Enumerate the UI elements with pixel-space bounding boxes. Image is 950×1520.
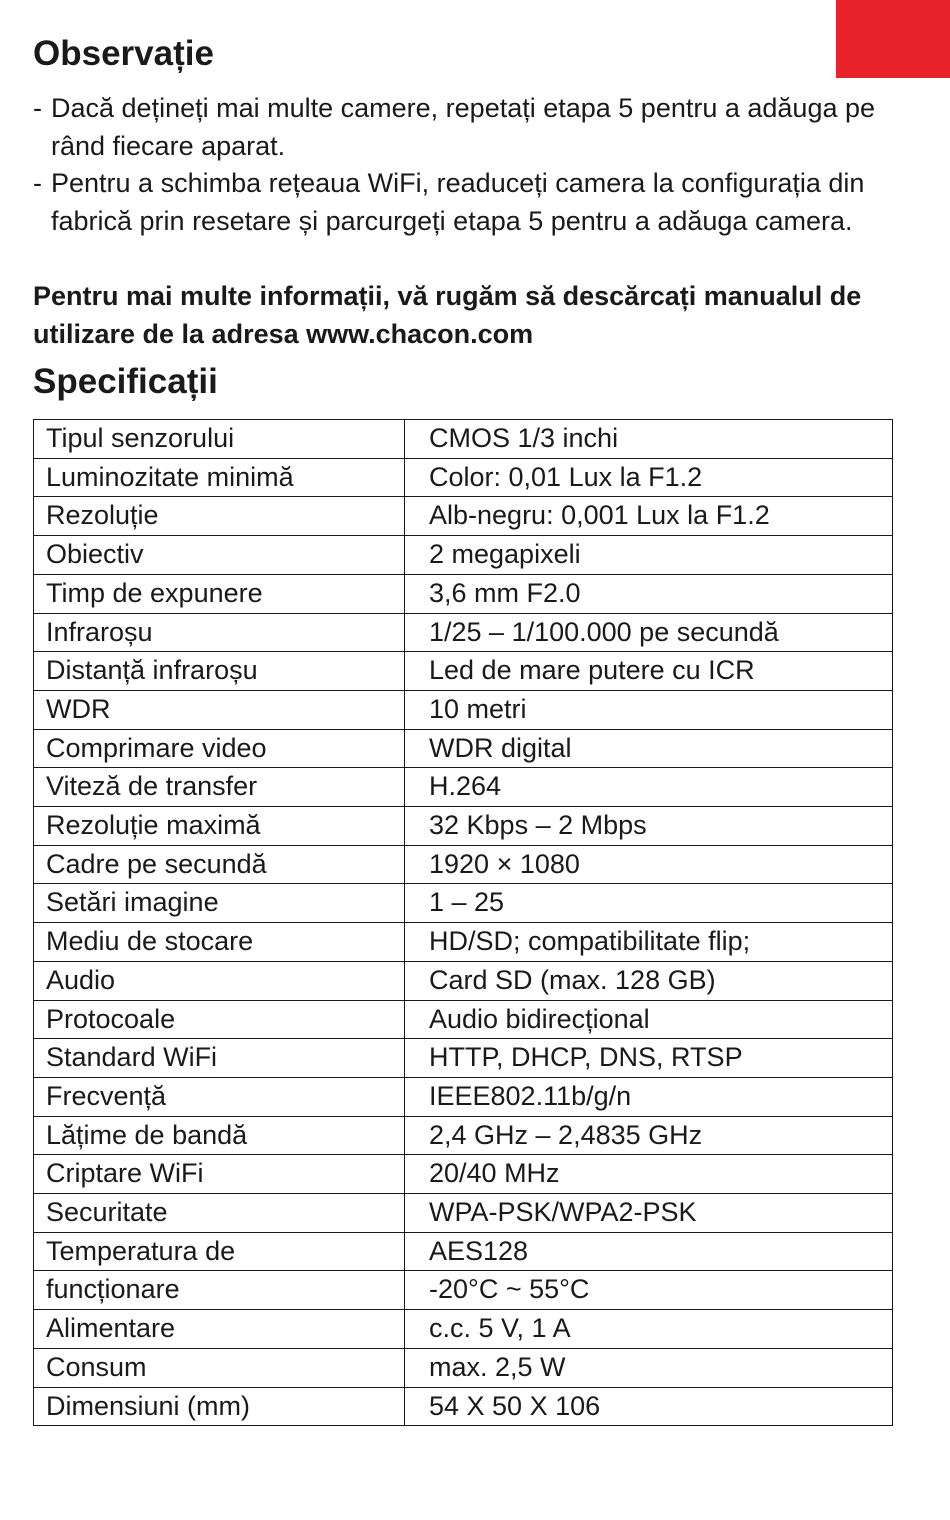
table-row	[34, 768, 893, 807]
spec-label: Rezoluție	[34, 497, 405, 536]
spec-label: Infraroșu	[34, 613, 405, 652]
table-row	[34, 1000, 893, 1039]
spec-value: Card SD (max. 128 GB)	[405, 961, 893, 1000]
table-row	[34, 729, 893, 768]
table-row	[34, 923, 893, 962]
specifications-table	[33, 419, 893, 1426]
spec-label: Dimensiuni (mm)	[34, 1387, 405, 1426]
table-row	[34, 884, 893, 923]
spec-label: Obiectiv	[34, 536, 405, 575]
table-row	[34, 420, 893, 459]
table-row	[34, 613, 893, 652]
spec-value: 2,4 GHz – 2,4835 GHz	[405, 1116, 893, 1155]
table-row	[34, 1387, 893, 1426]
spec-value: WDR digital	[405, 729, 893, 768]
spec-label: Tipul senzorului	[34, 420, 405, 459]
table-row	[34, 690, 893, 729]
note-item	[33, 165, 903, 240]
table-row	[34, 1155, 893, 1194]
spec-value: 32 Kbps – 2 Mbps	[405, 807, 893, 846]
spec-value: 1 – 25	[405, 884, 893, 923]
spec-label: Audio	[34, 961, 405, 1000]
spec-label: Criptare WiFi	[34, 1155, 405, 1194]
spec-label: Alimentare	[34, 1310, 405, 1349]
spec-value: Led de mare putere cu ICR	[405, 652, 893, 691]
spec-value: 20/40 MHz	[405, 1155, 893, 1194]
manual-download-note: Pentru mai multe informații, vă rugăm să descărcați manualul de utilizare de la adresa www.chacon.com	[33, 281, 862, 349]
spec-value: Alb-negru: 0,001 Lux la F1.2	[405, 497, 893, 536]
table-row	[34, 1116, 893, 1155]
spec-label: Protocoale	[34, 1000, 405, 1039]
table-row	[34, 1077, 893, 1116]
table-row	[34, 1348, 893, 1387]
table-row	[34, 574, 893, 613]
spec-value: HD/SD; compatibilitate flip;	[405, 923, 893, 962]
table-row	[34, 652, 893, 691]
spec-value: IEEE802.11b/g/n	[405, 1077, 893, 1116]
spec-value: CMOS 1/3 inchi	[405, 420, 893, 459]
spec-value: 1920 × 1080	[405, 845, 893, 884]
table-row	[34, 807, 893, 846]
spec-label: Temperatura de	[34, 1232, 405, 1271]
spec-value: -20°C ~ 55°C	[405, 1271, 893, 1310]
table-row	[34, 458, 893, 497]
note-item	[33, 90, 903, 165]
spec-value: Color: 0,01 Lux la F1.2	[405, 458, 893, 497]
table-row	[34, 536, 893, 575]
spec-value: H.264	[405, 768, 893, 807]
spec-value: 1/25 – 1/100.000 pe secundă	[405, 613, 893, 652]
spec-label: WDR	[34, 690, 405, 729]
spec-label: Consum	[34, 1348, 405, 1387]
spec-value: c.c. 5 V, 1 A	[405, 1310, 893, 1349]
spec-label: Rezoluție maximă	[34, 807, 405, 846]
table-row	[34, 1232, 893, 1271]
spec-label: Comprimare video	[34, 729, 405, 768]
table-row	[34, 497, 893, 536]
spec-label: Distanță infraroșu	[34, 652, 405, 691]
spec-label: funcționare	[34, 1271, 405, 1310]
table-row	[34, 1271, 893, 1310]
table-row	[34, 1039, 893, 1078]
spec-value: 3,6 mm F2.0	[405, 574, 893, 613]
specifications-table-body	[34, 420, 893, 1426]
spec-label: Viteză de transfer	[34, 768, 405, 807]
spec-value: 2 megapixeli	[405, 536, 893, 575]
table-row	[34, 1194, 893, 1233]
spec-label: Luminozitate minimă	[34, 458, 405, 497]
spec-value: Audio bidirecțional	[405, 1000, 893, 1039]
spec-value: WPA-PSK/WPA2-PSK	[405, 1194, 893, 1233]
table-row	[34, 845, 893, 884]
spec-label: Securitate	[34, 1194, 405, 1233]
note-dash: -	[33, 168, 42, 198]
spec-value: HTTP, DHCP, DNS, RTSP	[405, 1039, 893, 1078]
spec-label: Cadre pe secundă	[34, 845, 405, 884]
spec-label: Standard WiFi	[34, 1039, 405, 1078]
spec-label: Setări imagine	[34, 884, 405, 923]
spec-value: 54 X 50 X 106	[405, 1387, 893, 1426]
note-text: Dacă dețineți mai multe camere, repetați etapa 5 pentru a adăuga pe rând fiecare aparat.	[51, 93, 876, 161]
spec-label: Mediu de stocare	[34, 923, 405, 962]
observation-notes	[33, 90, 903, 240]
table-row	[34, 961, 893, 1000]
spec-value: max. 2,5 W	[405, 1348, 893, 1387]
observation-heading: Observație	[33, 34, 214, 73]
note-text: Pentru a schimba rețeaua WiFi, readuceți camera la configurația din fabrică prin resetare și parcurgeți etapa 5 pentru a adăuga camera.	[51, 168, 865, 236]
spec-label: Frecvență	[34, 1077, 405, 1116]
spec-value: 10 metri	[405, 690, 893, 729]
spec-value: AES128	[405, 1232, 893, 1271]
corner-color-tab	[836, 0, 950, 78]
specifications-heading: Specificații	[33, 362, 218, 401]
table-row	[34, 1310, 893, 1349]
spec-label: Lățime de bandă	[34, 1116, 405, 1155]
spec-label: Timp de expunere	[34, 574, 405, 613]
note-dash: -	[33, 93, 42, 123]
